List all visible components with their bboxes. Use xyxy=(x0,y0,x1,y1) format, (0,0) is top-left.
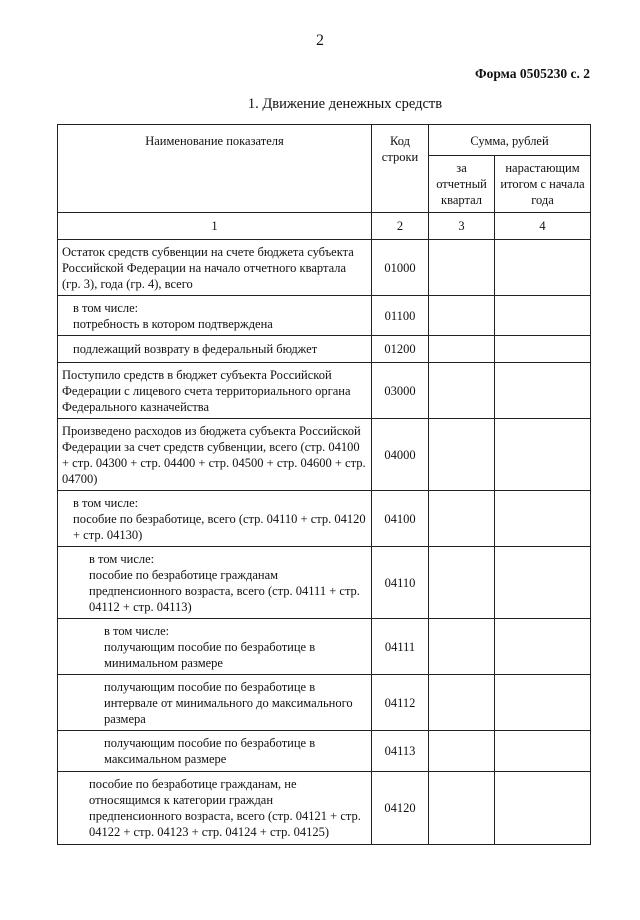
value-quarter-cell[interactable] xyxy=(429,240,495,296)
header-sum: Сумма, рублей xyxy=(429,125,591,156)
table-row xyxy=(58,619,591,675)
col-number: 3 xyxy=(429,213,495,240)
value-cumulative-cell[interactable] xyxy=(495,296,591,336)
row-code: 04110 xyxy=(372,547,429,619)
value-quarter-cell[interactable] xyxy=(429,619,495,675)
col-number: 4 xyxy=(495,213,591,240)
table-row xyxy=(58,731,591,772)
value-quarter-cell[interactable] xyxy=(429,336,495,363)
value-quarter-cell[interactable] xyxy=(429,296,495,336)
value-quarter-cell[interactable] xyxy=(429,419,495,491)
table-row xyxy=(58,363,591,419)
row-code: 04113 xyxy=(372,731,429,772)
row-code: 01100 xyxy=(372,296,429,336)
row-name: подлежащий возврату в федеральный бюджет xyxy=(58,336,372,363)
row-code: 04112 xyxy=(372,675,429,731)
header-sum-quarter: за отчетный квартал xyxy=(429,156,495,213)
page-number: 2 xyxy=(316,32,324,49)
row-name: в том числе: получающим пособие по безработице в минимальном размере xyxy=(58,619,372,675)
value-cumulative-cell[interactable] xyxy=(495,619,591,675)
value-quarter-cell[interactable] xyxy=(429,363,495,419)
row-code: 04100 xyxy=(372,491,429,547)
section-title: 1. Движение денежных средств xyxy=(247,96,443,112)
row-code: 03000 xyxy=(372,363,429,419)
table-row xyxy=(58,675,591,731)
row-name: Остаток средств субвенции на счете бюджета субъекта Российской Федерации на начало отчетного квартала (гр. 3), года (гр. 4), всего xyxy=(58,240,372,296)
header-name: Наименование показателя xyxy=(58,125,372,213)
value-cumulative-cell[interactable] xyxy=(495,240,591,296)
table-row xyxy=(58,296,591,336)
row-name: Поступило средств в бюджет субъекта Российской Федерации с лицевого счета территориального органа Федерального казначейства xyxy=(58,363,372,419)
row-name: Произведено расходов из бюджета субъекта Российской Федерации за счет средств субвенции, всего (стр. 04100 + стр. 04300 + стр. 04400 + стр. 04500 + стр. 04600 + стр. 04700) xyxy=(58,419,372,491)
col-number: 2 xyxy=(372,213,429,240)
table-row xyxy=(58,491,591,547)
form-code: Форма 0505230 с. 2 xyxy=(475,66,590,81)
value-quarter-cell[interactable] xyxy=(429,731,495,772)
col-number: 1 xyxy=(58,213,372,240)
row-code: 04120 xyxy=(372,772,429,845)
value-quarter-cell[interactable] xyxy=(429,547,495,619)
row-code: 01200 xyxy=(372,336,429,363)
row-name: пособие по безработице гражданам, не относящимся к категории граждан предпенсионного возраста, всего (стр. 04121 + стр. 04122 + стр. 04123 + стр. 04124 + стр. 04125) xyxy=(58,772,372,845)
table-row xyxy=(58,772,591,845)
row-name: в том числе: пособие по безработице гражданам предпенсионного возраста, всего (стр. 04111 + стр. 04112 + стр. 04113) xyxy=(58,547,372,619)
value-cumulative-cell[interactable] xyxy=(495,772,591,845)
row-code: 04111 xyxy=(372,619,429,675)
value-quarter-cell[interactable] xyxy=(429,491,495,547)
header-code: Код строки xyxy=(372,125,429,213)
value-cumulative-cell[interactable] xyxy=(495,491,591,547)
header-sum-cumulative: нарастающим итогом с начала года xyxy=(495,156,591,213)
value-quarter-cell[interactable] xyxy=(429,772,495,845)
table-row xyxy=(58,336,591,363)
row-code: 01000 xyxy=(372,240,429,296)
row-name: получающим пособие по безработице в максимальном размере xyxy=(58,731,372,772)
value-cumulative-cell[interactable] xyxy=(495,547,591,619)
value-cumulative-cell[interactable] xyxy=(495,675,591,731)
table-row xyxy=(58,240,591,296)
value-quarter-cell[interactable] xyxy=(429,675,495,731)
row-code: 04000 xyxy=(372,419,429,491)
value-cumulative-cell[interactable] xyxy=(495,419,591,491)
column-number-row xyxy=(58,213,591,240)
table-row xyxy=(58,419,591,491)
table-row xyxy=(58,547,591,619)
row-name: в том числе: пособие по безработице, всего (стр. 04110 + стр. 04120 + стр. 04130) xyxy=(58,491,372,547)
table-header-row xyxy=(58,125,591,156)
value-cumulative-cell[interactable] xyxy=(495,336,591,363)
value-cumulative-cell[interactable] xyxy=(495,363,591,419)
value-cumulative-cell[interactable] xyxy=(495,731,591,772)
row-name: получающим пособие по безработице в интервале от минимального до максимального размера xyxy=(58,675,372,731)
cash-flow-table xyxy=(57,124,591,845)
row-name: в том числе: потребность в котором подтверждена xyxy=(58,296,372,336)
